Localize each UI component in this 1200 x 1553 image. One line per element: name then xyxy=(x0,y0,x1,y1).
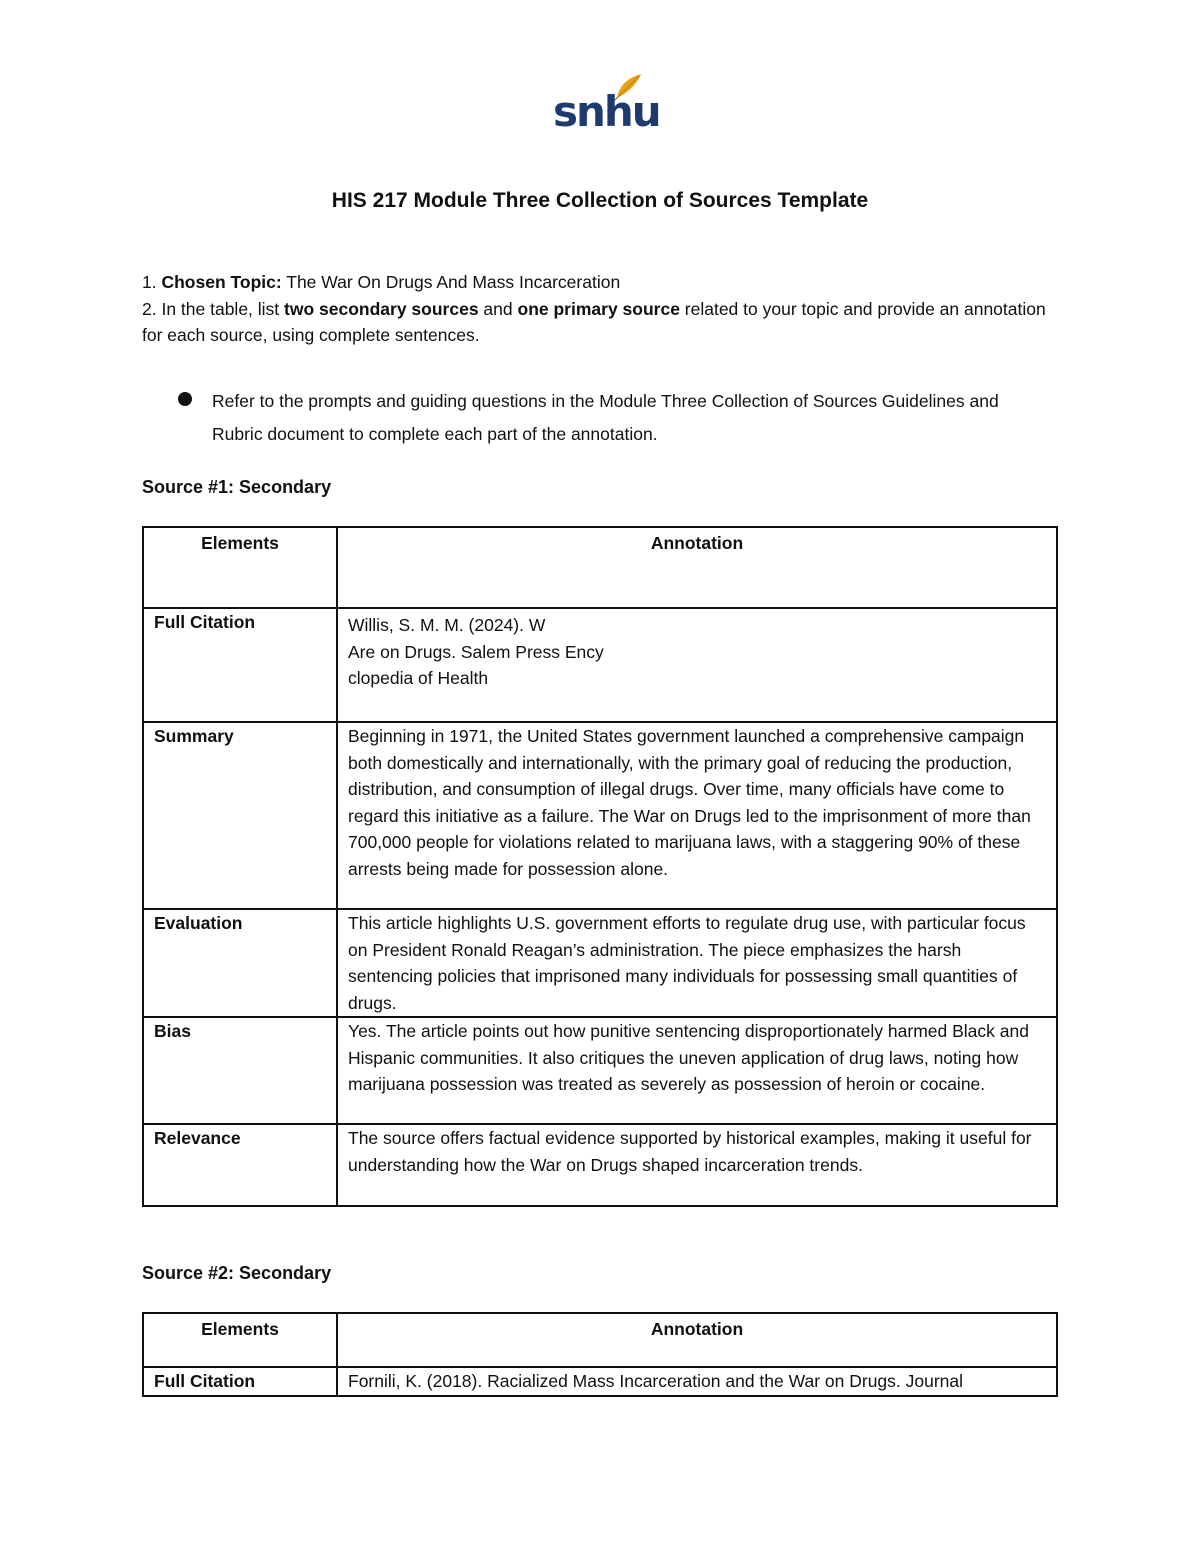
source1-heading: Source #1: Secondary xyxy=(142,477,332,497)
evaluation-cell: This article highlights U.S. government efforts to regulate drug use, with particular focus on President Ronald Reagan’s administration. The piece emphasizes the harsh sentencing policies that imprisoned many individuals for possessing small quantities of drugs. xyxy=(337,909,1057,1017)
row-label-citation: Full Citation xyxy=(143,608,337,722)
summary-cell: Beginning in 1971, the United States government launched a comprehensive campaign both domestically and internationally, with the primary goal of reducing the production, distribution, and consumption of illegal drugs. Over time, many officials have come to regard this initiative as a failure. The War on Drugs led to the imprisonment of more than 700,000 people for violations related to marijuana laws, with a staggering 90% of these arrests being made for possession alone. xyxy=(337,722,1057,909)
col-elements-header: Elements xyxy=(143,1313,337,1367)
citation-cell: Fornili, K. (2018). Racialized Mass Incarceration and the War on Drugs. Journal xyxy=(337,1367,1057,1396)
table-row xyxy=(143,1367,1057,1396)
table-header-row xyxy=(143,1313,1057,1367)
chosen-topic: 1. Chosen Topic: The War On Drugs And Mass Incarceration xyxy=(142,272,621,292)
bullet-icon xyxy=(178,392,192,406)
instructions: 2. In the table, list two secondary sources and one primary source related to your topic and provide an annotation for each source, using complete sentences. xyxy=(142,299,1046,345)
source2-heading: Source #2: Secondary xyxy=(142,1263,332,1283)
table-row xyxy=(143,608,1057,722)
row-label-bias: Bias xyxy=(143,1017,337,1124)
row-label-evaluation: Evaluation xyxy=(143,909,337,1017)
source1-table xyxy=(142,526,1058,1207)
col-annotation-header: Annotation xyxy=(337,1313,1057,1367)
table-row xyxy=(143,1017,1057,1124)
snhu-logo xyxy=(553,72,660,138)
table-row xyxy=(143,1124,1057,1206)
source2-table xyxy=(142,1312,1058,1397)
col-elements-header: Elements xyxy=(143,527,337,608)
bullet-text: Refer to the prompts and guiding questions in the Module Three Collection of Sources Guidelines and Rubric document to complete each part of the annotation. xyxy=(212,391,999,444)
citation-cell: Willis, S. M. M. (2024). W Are on Drugs. Salem Press Ency clopedia of Health xyxy=(337,608,1057,722)
row-label-summary: Summary xyxy=(143,722,337,909)
logo-text: snhu xyxy=(553,87,660,136)
page-title: HIS 217 Module Three Collection of Sources Template xyxy=(331,189,869,212)
row-label-citation: Full Citation xyxy=(143,1367,337,1396)
table-header-row xyxy=(143,527,1057,608)
row-label-relevance: Relevance xyxy=(143,1124,337,1206)
col-annotation-header: Annotation xyxy=(337,527,1057,608)
table-row xyxy=(143,909,1057,1017)
bias-cell: Yes. The article points out how punitive sentencing disproportionately harmed Black and Hispanic communities. It also critiques the uneven application of drug laws, noting how marijuana possession was treated as severely as possession of heroin or cocaine. xyxy=(337,1017,1057,1124)
relevance-cell: The source offers factual evidence supported by historical examples, making it useful for understanding how the War on Drugs shaped incarceration trends. xyxy=(337,1124,1057,1206)
table-row xyxy=(143,722,1057,909)
